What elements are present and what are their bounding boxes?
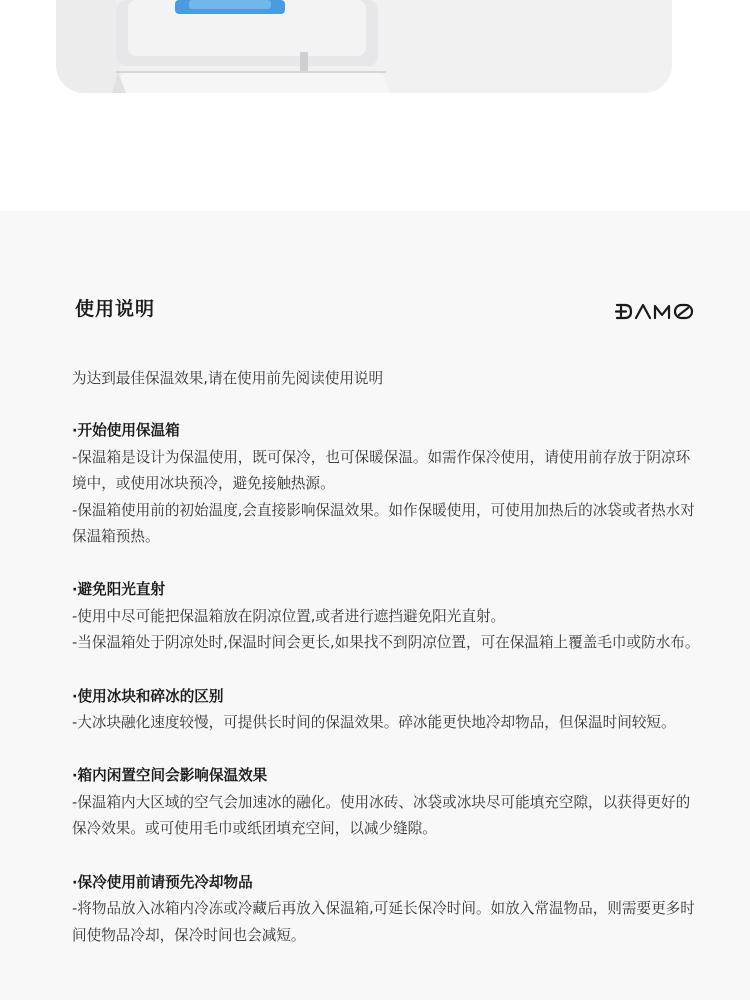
section-paragraph: -保温箱使用前的初始温度,会直接影响保温效果。如作保暖使用，可使用加热后的冰袋或者热水对保温箱预热。 [72,501,695,546]
intro-text: 为达到最佳保温效果,请在使用前先阅读使用说明 [72,370,384,387]
section-paragraph: -保温箱是设计为保温使用，既可保冷，也可保暖保温。如需作保冷使用，请使用前存放于阴凉环境中，或使用冰块预冷，避免接触热源。 [72,448,691,493]
section-heading: ·使用冰块和碎冰的区别 [72,687,224,705]
brand-logo [615,303,695,324]
damo-logo-icon [615,303,695,320]
section-ice-difference [72,684,704,737]
section-heading: ·避免阳光直射 [72,581,166,599]
page-title: 使用说明 [75,298,156,320]
section-paragraph: -保温箱内大区域的空气会加速冰的融化。使用冰砖、冰袋或冰块尽可能填充空隙，以获得更好的保冷效果。或可使用毛巾或纸团填充空间，以减少缝隙。 [72,793,691,838]
section-paragraph: -将物品放入冰箱内冷冻或冷藏后再放入保温箱,可延长保冷时间。如放入常温物品，则需要更多时间使物品冷却，保冷时间也会减短。 [72,900,695,944]
section-heading: ·保冷使用前请预先冷却物品 [72,873,253,891]
section-heading: ·开始使用保温箱 [72,422,180,440]
section-empty-space [72,763,704,842]
section-avoid-sunlight [72,577,704,656]
product-photo [56,0,672,93]
section-paragraph: -大冰块融化速度较慢，可提供长时间的保温效果。碎冰能更快地冷却物品，但保温时间较短。 [72,714,676,732]
section-paragraph: -使用中尽可能把保温箱放在阴凉位置,或者进行遮挡避免阳光直射。 [72,607,506,625]
instructions-body [72,366,704,976]
section-heading: ·箱内闲置空间会影响保温效果 [72,767,268,785]
section-paragraph: -当保温箱处于阴凉处时,保温时间会更长,如果找不到阴凉位置，可在保温箱上覆盖毛巾或防水布。 [72,634,700,652]
section-start-using [72,418,704,550]
section-pre-cool [72,870,704,949]
cooler-box-illustration [56,0,672,93]
